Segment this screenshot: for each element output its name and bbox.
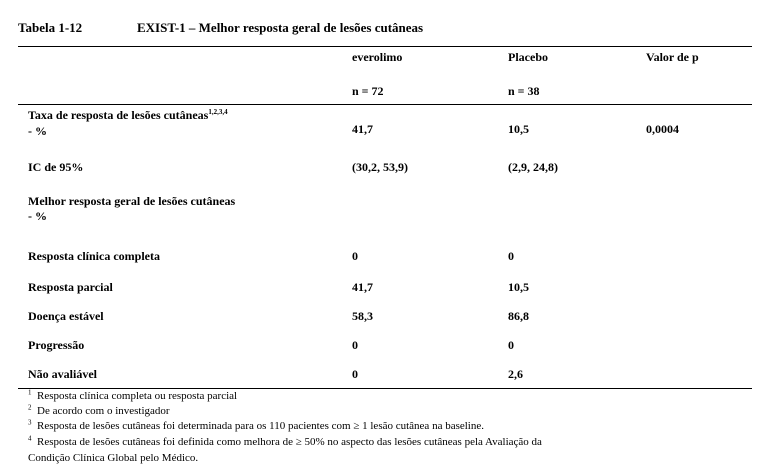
table-row-label: IC de 95%	[28, 160, 84, 174]
table-header-rule	[18, 104, 752, 105]
table-cell-placebo: 0	[508, 249, 514, 263]
table-bottom-rule	[18, 388, 752, 389]
footnote: $^2$ De acordo com o investigador	[28, 403, 170, 417]
footnote-mark: 2	[28, 403, 32, 412]
table-row-label: Melhor resposta geral de lesões cutâneas	[28, 194, 236, 208]
table-cell-everolimo: 0	[352, 249, 358, 263]
table-cell-p-value: 0,0004	[646, 122, 679, 136]
table-top-rule	[18, 46, 752, 47]
footnote-continuation: Condição Clínica Global pelo Médico.	[28, 452, 199, 464]
table-cell-placebo: 10,5	[508, 122, 529, 136]
table-title: EXIST-1 – Melhor resposta geral de lesões cutâneas	[137, 20, 424, 35]
footnote-mark: 3	[28, 418, 32, 427]
table-row-label: Resposta clínica completa	[28, 249, 160, 263]
footnote: $^1$ Resposta clínica completa ou resposta parcial	[28, 388, 238, 402]
table-row-label-unit: - %	[28, 124, 47, 138]
table-cell-everolimo: 41,7	[352, 280, 373, 294]
table-number: Tabela 1-12	[18, 20, 83, 35]
table-row-label: Taxa de resposta de lesões cutâneas$^{1,2,3,4}$	[28, 108, 228, 122]
header-placebo-n: n = 38	[508, 84, 540, 98]
table-cell-placebo: (2,9, 24,8)	[508, 160, 558, 174]
footnote-mark: 4	[28, 434, 32, 443]
table-row-label: Resposta parcial	[28, 280, 113, 294]
table-cell-everolimo: (30,2, 53,9)	[352, 160, 408, 174]
table-cell-everolimo: 41,7	[352, 122, 373, 136]
table-row-label: Progressão	[28, 338, 85, 352]
table-cell-everolimo: 0	[352, 367, 358, 381]
table-row-label: Doença estável	[28, 309, 104, 323]
footnote: $^4$ Resposta de lesões cutâneas foi definida como melhora de ≥ 50% no aspecto das lesões cutâneas pela Avaliação da	[28, 434, 542, 448]
table-cell-placebo: 10,5	[508, 280, 529, 294]
table-row-label: Não avaliável	[28, 367, 97, 381]
table-row-label-unit: - %	[28, 209, 47, 223]
table-cell-everolimo: 58,3	[352, 309, 373, 323]
header-everolimo: everolimo	[352, 50, 403, 64]
footnote-ref: 1,2,3,4	[208, 108, 228, 116]
table-cell-placebo: 0	[508, 338, 514, 352]
table-cell-placebo: 86,8	[508, 309, 529, 323]
footnote: $^3$ Resposta de lesões cutâneas foi determinada para os 110 pacientes com ≥ 1 lesão cutânea na baseline.	[28, 418, 484, 432]
header-everolimo-n: n = 72	[352, 84, 384, 98]
table-cell-placebo: 2,6	[508, 367, 523, 381]
header-p-value: Valor de p	[646, 50, 699, 64]
table-cell-everolimo: 0	[352, 338, 358, 352]
header-placebo: Placebo	[508, 50, 548, 64]
footnote-mark: 1	[28, 388, 32, 397]
